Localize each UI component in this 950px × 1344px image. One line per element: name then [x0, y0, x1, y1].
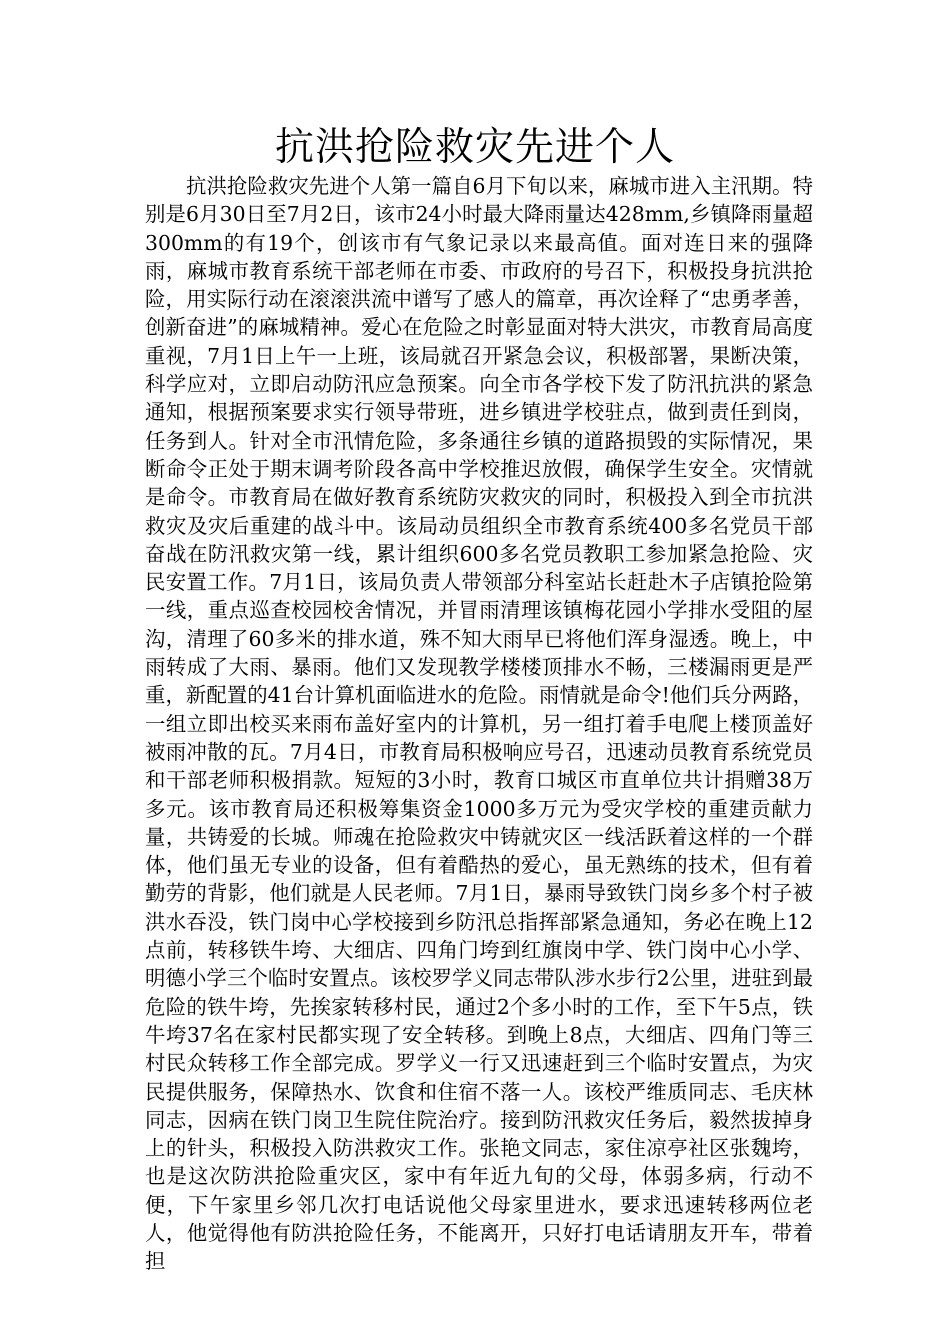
document-body-paragraph: 抗洪抢险救灾先进个人第一篇自6月下旬以来，麻城市进入主汛期。特别是6月30日至7月2日，该市24小时最大降雨量达428mm,乡镇降雨量超300mm的有19个，创该市有气象记录以来最高值。面对连日来的强降雨，麻城市教育系统干部老师在市委、市政府的号召下，积极投身抗洪抢险，用实际行动在滚滚洪流中谱写了感人的篇章，再次诠释了“忠勇孝善，创新奋进”的麻城精神。爱心在危险之时彰显面对特大洪灾，市教育局高度重视，7月1日上午一上班，该局就召开紧急会议，积极部署，果断决策，科学应对，立即启动防汛应急预案。向全市各学校下发了防汛抗洪的紧急通知，根据预案要求实行领导带班，进乡镇进学校驻点，做到责任到岗，任务到人。针对全市汛情危险，多条通往乡镇的道路损毁的实际情况，果断命令正处于期末调考阶段各高中学校推迟放假，确保学生安全。灾情就是命令。市教育局在做好教育系统防灾救灾的同时，积极投入到全市抗洪救灾及灾后重建的战斗中。该局动员组织全市教育系统400多名党员干部奋战在防汛救灾第一线，累计组织600多名党员教职工参加紧急抢险、灾民安置工作。7月1日，该局负责人带领部分科室站长赶赴木子店镇抢险第一线，重点巡查校园校舍情况，并冒雨清理该镇梅花园小学排水受阻的屋沟，清理了60多米的排水道，殊不知大雨早已将他们浑身湿透。晚上，中雨转成了大雨、暴雨。他们又发现教学楼楼顶排水不畅，三楼漏雨更是严重，新配置的41台计算机面临进水的危险。雨情就是命令!他们兵分两路，一组立即出校买来雨布盖好室内的计算机，另一组打着手电爬上楼顶盖好被雨冲散的瓦。7月4日，市教育局积极响应号召，迅速动员教育系统党员和干部老师积极捐款。短短的3小时，教育口城区市直单位共计捐赠38万多元。该市教育局还积极筹集资金1000多万元为受灾学校的重建贡献力量，共铸爱的长城。师魂在抢险救灾中铸就灾区一线活跃着这样的一个群体，他们虽无专业的设备，但有着酷热的爱心，虽无熟练的技术，但有着勤劳的背影，他们就是人民老师。7月1日，暴雨导致铁门岗乡多个村子被洪水吞没，铁门岗中心学校接到乡防汛总指挥部紧急通知，务必在晚上12点前，转移铁牛垮、大细店、四角门垮到红旗岗中学、铁门岗中心小学、明德小学三个临时安置点。该校罗学义同志带队涉水步行2公里，进驻到最危险的铁牛垮，先挨家转移村民，通过2个多小时的工作，至下午5点，铁牛垮37名在家村民都实现了安全转移。到晚上8点，大细店、四角门等三村民众转移工作全部完成。罗学义一行又迅速赶到三个临时安置点，为灾民提供服务，保障热水、饮食和住宿不落一人。该校严维质同志、毛庆林同志，因病在铁门岗卫生院住院治疗。接到防汛救灾任务后，毅然拔掉身上的针头，积极投入防洪救灾工作。张艳文同志，家住凉亭社区张魏垮，也是这次防洪抢险重灾区，家中有年近九旬的父母，体弱多病，行动不便，下午家里乡邻几次打电话说他父母家里进水，要求迅速转移两位老人，他觉得他有防洪抢险任务，不能离开，只好打电话请朋友开车，带着担 [145, 174, 813, 1274]
document-title: 抗洪抢险救灾先进个人 [274, 125, 675, 170]
